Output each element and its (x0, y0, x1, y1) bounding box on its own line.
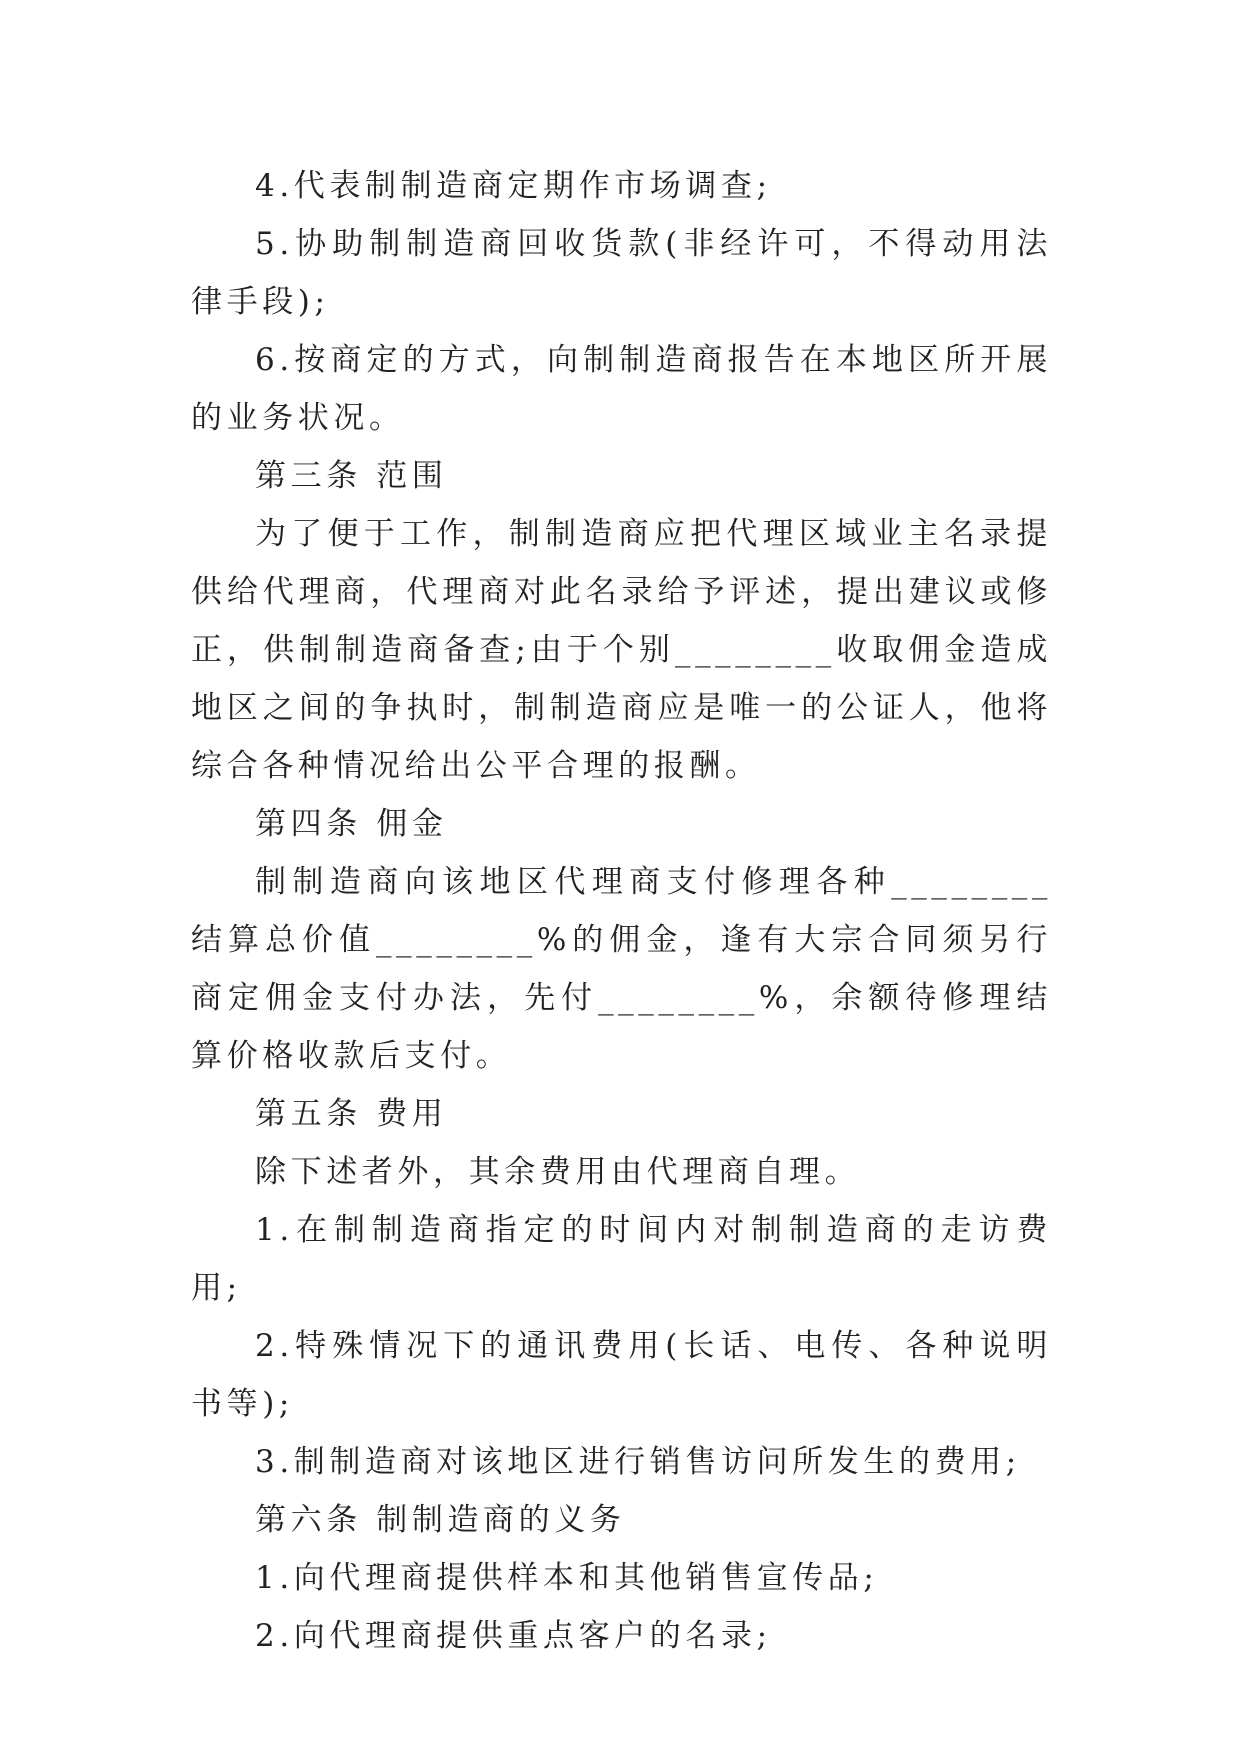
section-heading-scope: 第三条 范围 (255, 458, 448, 494)
paragraph-item-6: 6.按商定的方式，向制制造商报告在本地区所开展的业务状况。 (191, 342, 1052, 436)
section-heading-manufacturer-obligations: 第六条 制制造商的义务 (255, 1502, 626, 1538)
section-heading-expenses: 第五条 费用 (255, 1096, 448, 1132)
paragraph-scope: 为了便于工作，制制造商应把代理区域业主名录提供给代理商，代理商对此名录给予评述，提出建议或修正，供制制造商备查;由于个别________收取佣金造成地区之间的争执时，制制造商应是唯一的公证人，他将综合各种情况给出公平合理的报酬。 (191, 516, 1052, 784)
paragraph-expense-item-2: 2.特殊情况下的通讯费用(长话、电传、各种说明书等); (191, 1328, 1052, 1422)
paragraph-obligation-item-2: 2.向代理商提供重点客户的名录; (255, 1618, 772, 1654)
paragraph-expense-item-3: 3.制制造商对该地区进行销售访问所发生的费用; (255, 1444, 1021, 1480)
document-body (191, 157, 1052, 1665)
section-heading-commission: 第四条 佣金 (255, 806, 448, 842)
paragraph-obligation-item-1: 1.向代理商提供样本和其他销售宣传品; (255, 1560, 879, 1596)
paragraph-item-4: 4.代表制制造商定期作市场调查; (255, 168, 772, 204)
paragraph-expense-item-1: 1.在制制造商指定的时间内对制制造商的走访费用; (191, 1212, 1052, 1306)
paragraph-commission: 制制造商向该地区代理商支付修理各种________结算总价值________%的佣金，逢有大宗合同须另行商定佣金支付办法，先付________%，余额待修理结算价格收款后支付。 (191, 864, 1052, 1074)
paragraph-expenses-intro: 除下述者外，其余费用由代理商自理。 (255, 1154, 861, 1190)
paragraph-item-5: 5.协助制制造商回收货款(非经许可，不得动用法律手段); (191, 226, 1052, 320)
